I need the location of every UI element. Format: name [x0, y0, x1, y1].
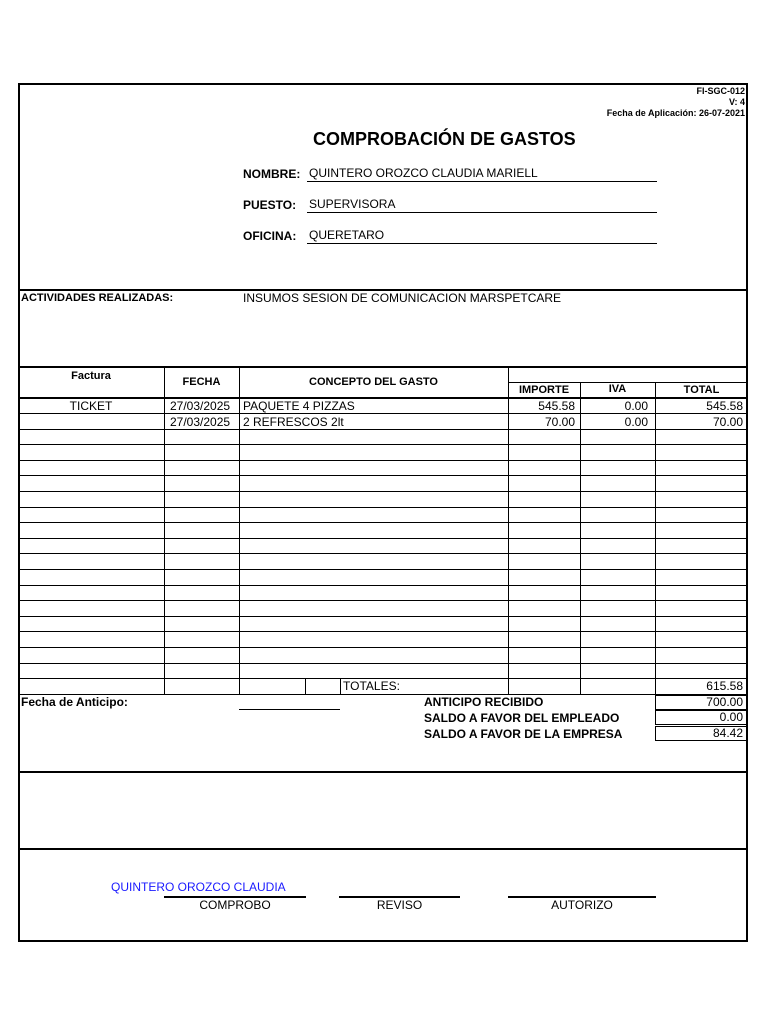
- header-fecha: FECHA: [182, 376, 221, 388]
- grid-line: [18, 460, 748, 461]
- grid-line: [18, 631, 748, 632]
- row2-iva: 0.00: [624, 415, 648, 429]
- table-top-border: [18, 366, 748, 368]
- grid-line: [18, 475, 748, 476]
- row1-concepto: PAQUETE 4 PIZZAS: [243, 399, 355, 413]
- header-concepto: CONCEPTO DEL GASTO: [309, 376, 438, 388]
- saldo-empresa-label: SALDO A FAVOR DE LA EMPRESA: [424, 727, 623, 741]
- anticipo-value: 700.00: [655, 695, 748, 710]
- form-code: FI-SGC-012: [696, 86, 745, 96]
- grid-line: [18, 444, 748, 445]
- puesto-label: PUESTO:: [243, 198, 297, 212]
- grid-line: [18, 663, 748, 664]
- grid-line: [18, 600, 748, 601]
- fecha-anticipo-label: Fecha de Anticipo:: [21, 695, 128, 709]
- grid-line: [18, 553, 748, 554]
- header-importe: IMPORTE: [518, 384, 570, 396]
- totales-label: TOTALES:: [343, 679, 400, 693]
- row2-concepto: 2 REFRESCOS 2lt: [243, 415, 344, 429]
- page-title: COMPROBACIÓN DE GASTOS: [313, 129, 576, 149]
- grid-line: [18, 522, 748, 523]
- oficina-field[interactable]: QUERETARO: [307, 228, 657, 244]
- form-version: V: 4: [728, 97, 745, 107]
- grid-line: [18, 569, 748, 570]
- section-divider: [18, 771, 748, 773]
- row1-iva: 0.00: [624, 399, 648, 413]
- fecha-anticipo-field[interactable]: [239, 709, 340, 710]
- oficina-label: OFICINA:: [243, 229, 297, 243]
- reviso-label: REVISO: [376, 898, 423, 912]
- totales-value: 615.58: [706, 679, 743, 693]
- header-factura: Factura: [71, 370, 111, 382]
- anticipo-label: ANTICIPO RECIBIDO: [424, 695, 544, 709]
- autorizo-label: AUTORIZO: [551, 898, 613, 912]
- row1-total: 545.58: [706, 399, 743, 413]
- row2-factura: [18, 415, 164, 430]
- header-total: TOTAL: [683, 384, 720, 396]
- grid-line: [18, 538, 748, 539]
- nombre-label: NOMBRE:: [243, 167, 301, 181]
- grid-line: [18, 491, 748, 492]
- signer-name: QUINTERO OROZCO CLAUDIA: [111, 880, 286, 894]
- actividades-label: ACTIVIDADES REALIZADAS:: [21, 292, 174, 304]
- application-date: Fecha de Aplicación: 26-07-2021: [606, 108, 745, 118]
- grid-line: [18, 647, 748, 648]
- actividades-field[interactable]: INSUMOS SESION DE COMUNICACION MARSPETCARE: [243, 291, 562, 305]
- saldo-empleado-label: SALDO A FAVOR DEL EMPLEADO: [424, 711, 620, 725]
- grid-line: [18, 507, 748, 508]
- header-iva: IVA: [608, 383, 627, 395]
- saldo-empleado-value: 0.00: [655, 710, 748, 725]
- row2-fecha: 27/03/2025: [170, 415, 231, 429]
- saldo-empresa-value: 84.42: [655, 726, 748, 741]
- grid-line: [18, 585, 748, 586]
- row2-importe: 70.00: [544, 415, 575, 429]
- grid-line: [18, 616, 748, 617]
- row1-importe: 545.58: [538, 399, 575, 413]
- row2-total: 70.00: [712, 415, 743, 429]
- row1-fecha: 27/03/2025: [170, 399, 231, 413]
- comprobo-label: COMPROBO: [199, 898, 271, 912]
- puesto-field[interactable]: SUPERVISORA: [307, 197, 657, 213]
- row1-factura: TICKET: [69, 399, 113, 413]
- nombre-field[interactable]: QUINTERO OROZCO CLAUDIA MARIELL: [307, 166, 657, 182]
- section-divider: [18, 848, 748, 850]
